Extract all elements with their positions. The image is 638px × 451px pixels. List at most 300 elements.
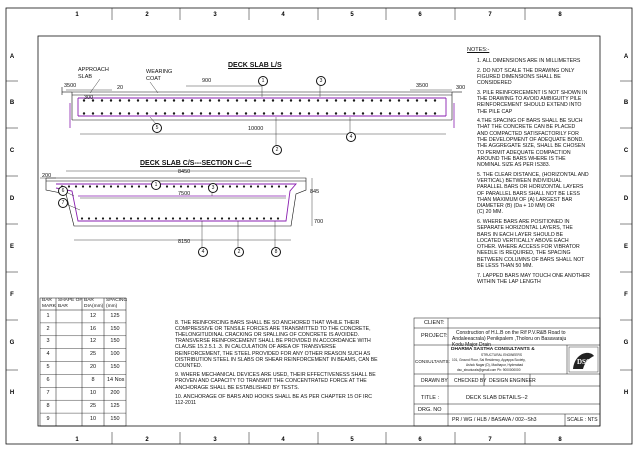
rebar-dot bbox=[102, 217, 104, 219]
schedule-cell: 14 Nos bbox=[107, 377, 125, 384]
rebar-dot bbox=[75, 185, 77, 187]
note-line: SEPARATE HORIZONTAL LAYERS, THE bbox=[477, 225, 573, 232]
rebar-dot bbox=[138, 185, 140, 187]
rebar-dot bbox=[96, 185, 98, 187]
project-line-3: Kodu Major Drain bbox=[452, 342, 491, 348]
wearing-coat-label-2: COAT bbox=[146, 76, 161, 82]
rebar-dot bbox=[194, 185, 196, 187]
rebar-dot bbox=[201, 185, 203, 187]
schedule-header: BAR bbox=[42, 298, 52, 303]
rebar-dot bbox=[380, 99, 382, 101]
rebar-dot bbox=[425, 99, 427, 101]
rebar-dot bbox=[317, 99, 319, 101]
rebar-dot bbox=[144, 217, 146, 219]
schedule-cell: 6 bbox=[46, 377, 50, 384]
rebar-dot bbox=[407, 112, 409, 114]
cs-marker-4: 4 bbox=[198, 247, 208, 257]
cs-leader-7 bbox=[66, 204, 80, 210]
note-line: 1. ALL DIMENSIONS ARE IN MILLIMETERS bbox=[477, 58, 581, 64]
note-line: BARS IN EACH LAYER SHOULD BE bbox=[477, 231, 564, 238]
note-line: LOCATED VERTICALLY ABOVE EACH bbox=[477, 237, 569, 244]
note-line: (C) 20 MM. bbox=[477, 209, 503, 216]
rebar-dot bbox=[116, 217, 118, 219]
rebar-dot bbox=[218, 112, 220, 114]
rebar-dot bbox=[218, 99, 220, 101]
note-line: THAT THE CONCRETE CAN BE PLACED bbox=[477, 124, 576, 131]
note-line: THE AGGREGATE SIZE, SHALL BE CHOSEN bbox=[477, 143, 586, 150]
cs-marker-3: 3 bbox=[208, 183, 218, 193]
rebar-dot bbox=[254, 99, 256, 101]
grid-row-label-B: B bbox=[623, 100, 629, 106]
project-line-1: Construction of H.L.B on the R/f P.V.R&B Road to bbox=[456, 330, 566, 336]
grid-col-label-2: 2 bbox=[145, 437, 149, 443]
note-line: 6. WHERE BARS ARE POSITIONED IN bbox=[477, 218, 570, 225]
note-line: 7. LAPPED BARS MAY TOUCH ONE ANOTHER bbox=[477, 272, 590, 279]
schedule-cell: 150 bbox=[110, 338, 120, 345]
cross-section bbox=[40, 171, 312, 248]
grid-row-label-E: E bbox=[623, 244, 629, 250]
note-line: AND COMPACTED SATISFACTORILY FOR bbox=[477, 130, 579, 137]
note-line: WITHIN THE LAP LENGTH bbox=[477, 278, 541, 285]
long-marker-2: 2 bbox=[272, 145, 282, 155]
longitudinal-rebar-dots bbox=[83, 99, 436, 114]
leader-wearing bbox=[150, 82, 158, 93]
note-line: OTHER. WHERE ACCESS FOR VIBRATOR bbox=[477, 244, 580, 251]
grid-col-label-1: 1 bbox=[75, 12, 79, 18]
rebar-dot bbox=[131, 185, 133, 187]
grid-col-label-5: 5 bbox=[350, 12, 354, 18]
rebar-dot bbox=[245, 99, 247, 101]
rebar-dot bbox=[88, 217, 90, 219]
approach-slab-label-2: SLAB bbox=[78, 74, 93, 80]
schedule-cell: 1 bbox=[46, 312, 50, 319]
consultant-sub: STRUCTURAL ENGINEERS bbox=[481, 353, 522, 357]
rebar-dot bbox=[145, 185, 147, 187]
note-line: FIGURED DIMENSIONS SHALL BE bbox=[477, 73, 561, 80]
schedule-header: (mm) bbox=[106, 303, 118, 309]
dim-8150: 8150 bbox=[178, 239, 191, 245]
rebar-dot bbox=[110, 185, 112, 187]
rebar-dot bbox=[236, 112, 238, 114]
dim-845: 845 bbox=[310, 189, 320, 195]
consultant-name: DHARMA SASTHA CONSULTANTS & bbox=[451, 347, 535, 352]
dim-200: 200 bbox=[42, 173, 52, 179]
note-line: BETWEEN COLUMNS OF BARS SHALL NOT bbox=[477, 256, 585, 263]
rebar-dot bbox=[236, 99, 238, 101]
grid-col-label-3: 3 bbox=[213, 437, 217, 443]
rebar-dot bbox=[180, 185, 182, 187]
project-line-2: Andaleeacrala) Penikpalem ,Tholoru on Basavaraju bbox=[452, 336, 567, 342]
grid-row-label-C: C bbox=[623, 148, 629, 154]
cs-marker-7: 7 bbox=[58, 198, 68, 208]
rebar-dot bbox=[200, 99, 202, 101]
rebar-dot bbox=[165, 217, 167, 219]
general-note-line: DISTRIBUTION STEEL IN SLABS OR SHEAR REINFORCEMENT IN BEAMS, CAN BE bbox=[175, 356, 378, 363]
general-note-line: THELONGITUDINAL CRACKING OR SPALLING OF CONCRETE IS AVOIDED. bbox=[175, 332, 360, 339]
approach-slab-label-1: APPROACH bbox=[78, 67, 109, 73]
consultant-address-2: Ashok Nagar (D), Madhapur, Hyderabad bbox=[466, 363, 524, 367]
rebar-dot bbox=[263, 217, 265, 219]
rebar-dot bbox=[146, 99, 148, 101]
rebar-dot bbox=[186, 217, 188, 219]
dim-300-left: 300 bbox=[84, 95, 94, 101]
rebar-dot bbox=[285, 185, 287, 187]
rebar-dot bbox=[263, 112, 265, 114]
rebar-dot bbox=[119, 112, 121, 114]
grid-col-label-7: 7 bbox=[488, 12, 492, 18]
schedule-cell: 200 bbox=[110, 389, 120, 396]
rebar-dot bbox=[326, 99, 328, 101]
rebar-dot bbox=[164, 99, 166, 101]
rebar-dot bbox=[235, 217, 237, 219]
schedule-cell: 150 bbox=[110, 415, 120, 422]
general-note-line: COUNTED. bbox=[175, 362, 203, 369]
schedule-cell: 25 bbox=[89, 351, 97, 358]
rebar-dot bbox=[68, 185, 70, 187]
rebar-dot bbox=[173, 112, 175, 114]
rebar-dot bbox=[207, 217, 209, 219]
rebar-dot bbox=[164, 112, 166, 114]
rebar-dot bbox=[200, 217, 202, 219]
grid-row-label-F: F bbox=[624, 292, 628, 298]
rebar-dot bbox=[130, 217, 132, 219]
schedule-cell: 10 bbox=[89, 389, 97, 396]
note-line: AROUND THE BARS WHERE IS THE bbox=[477, 155, 566, 162]
rebar-dot bbox=[326, 112, 328, 114]
grid-row-label-H: H bbox=[9, 390, 15, 396]
long-section-title: DECK SLAB L/S bbox=[228, 62, 282, 69]
rebar-dot bbox=[250, 185, 252, 187]
long-marker-5: 5 bbox=[152, 123, 162, 133]
schedule-cell: 3 bbox=[46, 338, 50, 345]
schedule-cell: 125 bbox=[110, 402, 120, 409]
schedule-cell: 12 bbox=[89, 312, 97, 319]
rebar-dot bbox=[200, 112, 202, 114]
rebar-dot bbox=[117, 185, 119, 187]
checked-by-label: CHECKED BY bbox=[454, 378, 487, 384]
schedule-cell: 8 bbox=[91, 377, 95, 384]
rebar-dot bbox=[380, 112, 382, 114]
note-line: CONSIDERED bbox=[477, 80, 512, 87]
rebar-dot bbox=[228, 217, 230, 219]
title-label: TITLE : bbox=[421, 395, 440, 401]
rebar-dot bbox=[299, 112, 301, 114]
rebar-dot bbox=[272, 112, 274, 114]
rebar-dot bbox=[335, 112, 337, 114]
cross-section-title: DECK SLAB C/S---SECTION C---C bbox=[140, 160, 252, 167]
rebar-dot bbox=[137, 112, 139, 114]
project-label: PROJECT: bbox=[421, 333, 448, 339]
general-note-line: CLAUSE 15.2.5.1 .3. IN CALCULATION OF AREA OF TRANSVERSE bbox=[175, 344, 336, 351]
rebar-dot bbox=[214, 217, 216, 219]
rebar-dot bbox=[101, 99, 103, 101]
general-note-line: TRANSVERSE REINFORCEMENT SHALL BE PROVIDED IN ACCORDANCE WITH bbox=[175, 338, 371, 345]
rebar-dot bbox=[434, 112, 436, 114]
rebar-dot bbox=[83, 112, 85, 114]
general-note-line: 8. THE REINFORCING BARS SHALL BE SO ANCHORED THAT WHILE THEIR bbox=[175, 320, 360, 326]
schedule-cell: 25 bbox=[89, 402, 97, 409]
note-line: VERTICAL) BETWEEN INDIVIDUAL bbox=[477, 177, 562, 184]
general-note-line: COMPRESSIVE OR TENSILE FORCES ARE TRANSMITTED TO THE CONCRETE, bbox=[175, 326, 371, 333]
grid-col-label-1: 1 bbox=[75, 437, 79, 443]
rebar-dot bbox=[335, 99, 337, 101]
consultant-address-1: 101, Ground Floor, Sai Residency, Ayyappa Society, bbox=[452, 358, 526, 362]
grid-row-label-E: E bbox=[9, 244, 15, 250]
rebar-dot bbox=[317, 112, 319, 114]
rebar-dot bbox=[243, 185, 245, 187]
rebar-dot bbox=[128, 99, 130, 101]
rebar-dot bbox=[353, 112, 355, 114]
notes-heading: NOTES:- bbox=[467, 47, 490, 53]
cross-section-rebar-dots bbox=[61, 185, 287, 219]
schedule-header: DIA(mm) bbox=[84, 303, 104, 309]
general-note-line: 9. WHERE MECHANICAL DEVICES ARE USED, THEIR EFFECTIVENESS SHALL BE bbox=[175, 372, 376, 379]
rebar-dot bbox=[103, 185, 105, 187]
grid-row-label-H: H bbox=[623, 390, 629, 396]
drg-no-label: DRG. NO bbox=[418, 407, 442, 413]
rebar-dot bbox=[95, 217, 97, 219]
schedule-header: BAR bbox=[58, 303, 68, 309]
grid-row-label-C: C bbox=[9, 148, 15, 154]
rebar-dot bbox=[249, 217, 251, 219]
logo-text: DSC bbox=[576, 358, 592, 366]
rebar-dot bbox=[398, 112, 400, 114]
schedule-cell: 5 bbox=[46, 364, 50, 371]
note-line: THAN MAXIMUM OF (A) LARGEST BAR bbox=[477, 196, 573, 203]
rebar-dot bbox=[209, 112, 211, 114]
consultant-address-3: dsc_structurals@gmail.com Ph: 9000000000 bbox=[457, 368, 521, 372]
rebar-dot bbox=[191, 112, 193, 114]
dim-20: 20 bbox=[117, 85, 124, 91]
cs-marker-8: 8 bbox=[271, 247, 281, 257]
long-marker-4: 4 bbox=[346, 132, 356, 142]
rebar-dot bbox=[389, 112, 391, 114]
note-line: 2. DO NOT SCALE THE DRAWING ONLY bbox=[477, 67, 575, 74]
rebar-dot bbox=[124, 185, 126, 187]
rebar-dot bbox=[101, 112, 103, 114]
note-line: NOMINAL SIZE AS PER IS383. bbox=[477, 162, 551, 169]
schedule-cell: 100 bbox=[110, 351, 120, 358]
rebar-dot bbox=[299, 99, 301, 101]
rebar-dot bbox=[128, 112, 130, 114]
rebar-dot bbox=[155, 99, 157, 101]
grid-row-label-B: B bbox=[9, 100, 15, 106]
rebar-dot bbox=[256, 217, 258, 219]
schedule-cell: 8 bbox=[46, 402, 50, 409]
general-note-line: 112-2011 bbox=[175, 400, 197, 407]
rebar-dot bbox=[308, 99, 310, 101]
rebar-dot bbox=[290, 112, 292, 114]
general-note-line: ANCHORAGE SHALL BE ESTABLISHED BY TESTS. bbox=[175, 384, 300, 391]
grid-row-label-D: D bbox=[9, 196, 15, 202]
rebar-dot bbox=[264, 185, 266, 187]
rebar-dot bbox=[119, 99, 121, 101]
rebar-dot bbox=[407, 99, 409, 101]
grid-col-label-2: 2 bbox=[145, 12, 149, 18]
grid-col-label-6: 6 bbox=[418, 12, 422, 18]
rebar-dot bbox=[236, 185, 238, 187]
long-marker-1: 1 bbox=[258, 76, 268, 86]
note-line: 3. PILE REINFORCEMENT IS NOT SHOWN IN bbox=[477, 89, 588, 96]
rebar-dot bbox=[254, 112, 256, 114]
dim-300-right: 300 bbox=[456, 85, 466, 91]
rebar-dot bbox=[362, 112, 364, 114]
schedule-cell: 125 bbox=[110, 312, 120, 319]
rebar-dot bbox=[173, 185, 175, 187]
consultants-label: CONSULTANTS: bbox=[415, 359, 450, 364]
rebar-dot bbox=[270, 217, 272, 219]
note-line: 5. THE CLEAR DISTANCE, (HORIZONTAL AND bbox=[477, 171, 589, 178]
grid-row-label-G: G bbox=[9, 340, 15, 346]
general-note-line: REINFORCEMENT, THE STEEL PROVIDED FOR ANY OTHER REASON SUCH AS bbox=[175, 350, 371, 357]
grid-row-label-F: F bbox=[10, 292, 14, 298]
rebar-dot bbox=[81, 217, 83, 219]
rebar-dot bbox=[173, 99, 175, 101]
rebar-dot bbox=[227, 99, 229, 101]
drawn-by-label: DRAWN BY bbox=[421, 378, 448, 384]
schedule-cell: 20 bbox=[89, 364, 97, 371]
dim-3500-right: 3500 bbox=[416, 83, 429, 89]
rebar-dot bbox=[182, 99, 184, 101]
rebar-dot bbox=[271, 185, 273, 187]
rebar-dot bbox=[416, 99, 418, 101]
rebar-dot bbox=[146, 112, 148, 114]
dim-8450: 8450 bbox=[178, 169, 191, 175]
schedule-cell: 4 bbox=[46, 351, 50, 358]
dim-900: 900 bbox=[202, 78, 212, 84]
design-engineer-label: DESIGN ENGINEER bbox=[489, 378, 536, 384]
grid-row-label-D: D bbox=[623, 196, 629, 202]
note-line: THE DRAWING TO AVOID AMBIGUITY PILE bbox=[477, 95, 582, 102]
rebar-dot bbox=[344, 99, 346, 101]
rebar-dot bbox=[277, 217, 279, 219]
schedule-cell: 9 bbox=[46, 415, 50, 422]
rebar-dot bbox=[110, 112, 112, 114]
rebar-dot bbox=[209, 99, 211, 101]
rebar-dot bbox=[187, 185, 189, 187]
rebar-dot bbox=[362, 99, 364, 101]
cross-section-outline bbox=[46, 178, 306, 226]
rebar-dot bbox=[263, 99, 265, 101]
note-line: TO PERMIT ADEQUATE COMPACTION bbox=[477, 149, 571, 156]
note-line: OF PARALLEL BARS SHALL NOT BE LESS bbox=[477, 190, 580, 197]
grid-col-label-8: 8 bbox=[558, 437, 562, 443]
rebar-dot bbox=[353, 99, 355, 101]
grid-row-label-A: A bbox=[623, 54, 629, 60]
note-line: NEEDLE IS REQUIRED, THE SPACING bbox=[477, 250, 571, 257]
grid-col-label-3: 3 bbox=[213, 12, 217, 18]
rebar-dot bbox=[166, 185, 168, 187]
grid-col-label-4: 4 bbox=[281, 12, 285, 18]
rebar-dot bbox=[371, 99, 373, 101]
rebar-dot bbox=[416, 112, 418, 114]
dim-3500-left: 3500 bbox=[64, 83, 77, 89]
schedule-cell: 16 bbox=[89, 325, 97, 332]
schedule-header: MARK bbox=[42, 303, 56, 309]
rebar-dot bbox=[281, 99, 283, 101]
rebar-dot bbox=[398, 99, 400, 101]
rebar-dot bbox=[242, 217, 244, 219]
grid-col-label-8: 8 bbox=[558, 12, 562, 18]
title-value: DECK SLAB DETAILS--2 bbox=[466, 395, 528, 401]
rebar-dot bbox=[82, 185, 84, 187]
schedule-cell: 7 bbox=[46, 389, 50, 396]
rebar-dot bbox=[151, 217, 153, 219]
schedule-header: BAR bbox=[84, 298, 94, 303]
schedule-cell: 12 bbox=[89, 338, 97, 345]
rebar-dot bbox=[110, 99, 112, 101]
grid-row-label-A: A bbox=[9, 54, 15, 60]
grid-col-label-5: 5 bbox=[350, 437, 354, 443]
rebar-dot bbox=[272, 99, 274, 101]
rebar-dot bbox=[281, 112, 283, 114]
rebar-dot bbox=[109, 217, 111, 219]
rebar-dot bbox=[290, 99, 292, 101]
schedule-cell: 150 bbox=[110, 364, 120, 371]
cross-section-rebar bbox=[56, 184, 296, 221]
scale-value: SCALE : NTS bbox=[567, 417, 598, 423]
dim-10000: 10000 bbox=[248, 126, 264, 132]
rebar-dot bbox=[278, 185, 280, 187]
wearing-coat-label-1: WEARING bbox=[146, 69, 173, 75]
note-line: DIAMETER (B) (Da + 10 MM) OR bbox=[477, 203, 555, 210]
note-line: REINFORCEMENT SHOULD EXTEND INTO bbox=[477, 102, 582, 109]
rebar-dot bbox=[344, 112, 346, 114]
dim-7500: 7500 bbox=[178, 191, 191, 197]
cs-marker-1: 1 bbox=[151, 180, 161, 190]
note-line: THE PILE CAP bbox=[477, 108, 513, 115]
leader-approach bbox=[90, 79, 100, 93]
rebar-dot bbox=[179, 217, 181, 219]
rebar-dot bbox=[193, 217, 195, 219]
rebar-dot bbox=[222, 185, 224, 187]
rebar-dot bbox=[434, 99, 436, 101]
rebar-dot bbox=[229, 185, 231, 187]
rebar-dot bbox=[389, 99, 391, 101]
dim-700: 700 bbox=[314, 219, 324, 225]
consultant-logo bbox=[569, 347, 598, 372]
client-label: CLIENT: bbox=[424, 320, 445, 326]
schedule-cell: 2 bbox=[46, 325, 50, 332]
rebar-dot bbox=[155, 112, 157, 114]
grid-col-label-7: 7 bbox=[488, 437, 492, 443]
rebar-dot bbox=[308, 112, 310, 114]
rebar-dot bbox=[172, 217, 174, 219]
long-marker-3: 3 bbox=[316, 76, 326, 86]
rebar-dot bbox=[191, 99, 193, 101]
drg-no-value: PR / WG / HLB / BASAVA / 002--Sh3 bbox=[452, 417, 537, 423]
grid-col-label-4: 4 bbox=[281, 437, 285, 443]
rebar-dot bbox=[123, 217, 125, 219]
note-line: PARALLEL BARS OR HORIZONTAL LAYERS bbox=[477, 184, 584, 191]
rebar-dot bbox=[182, 112, 184, 114]
general-note-line: PROVEN AND CAPACITY TO TRANSMIT THE CONCENTRATED FORCE AT THE bbox=[175, 378, 367, 385]
rebar-dot bbox=[257, 185, 259, 187]
rebar-dot bbox=[137, 217, 139, 219]
rebar-dot bbox=[92, 112, 94, 114]
schedule-header: SPACING bbox=[106, 298, 128, 303]
rebar-dot bbox=[221, 217, 223, 219]
rebar-dot bbox=[245, 112, 247, 114]
general-note-line: 10. ANCHORAGE OF BARS AND HOOKS SHALL BE AS PER CHAPTER 15 OF IRC bbox=[175, 394, 372, 401]
schedule-cell: 150 bbox=[110, 325, 120, 332]
schedule-cell: 10 bbox=[89, 415, 97, 422]
grid-col-label-6: 6 bbox=[418, 437, 422, 443]
note-line: BE LESS THAN 50 MM. bbox=[477, 263, 533, 269]
rebar-dot bbox=[425, 112, 427, 114]
rebar-dot bbox=[371, 112, 373, 114]
rebar-dot bbox=[137, 99, 139, 101]
